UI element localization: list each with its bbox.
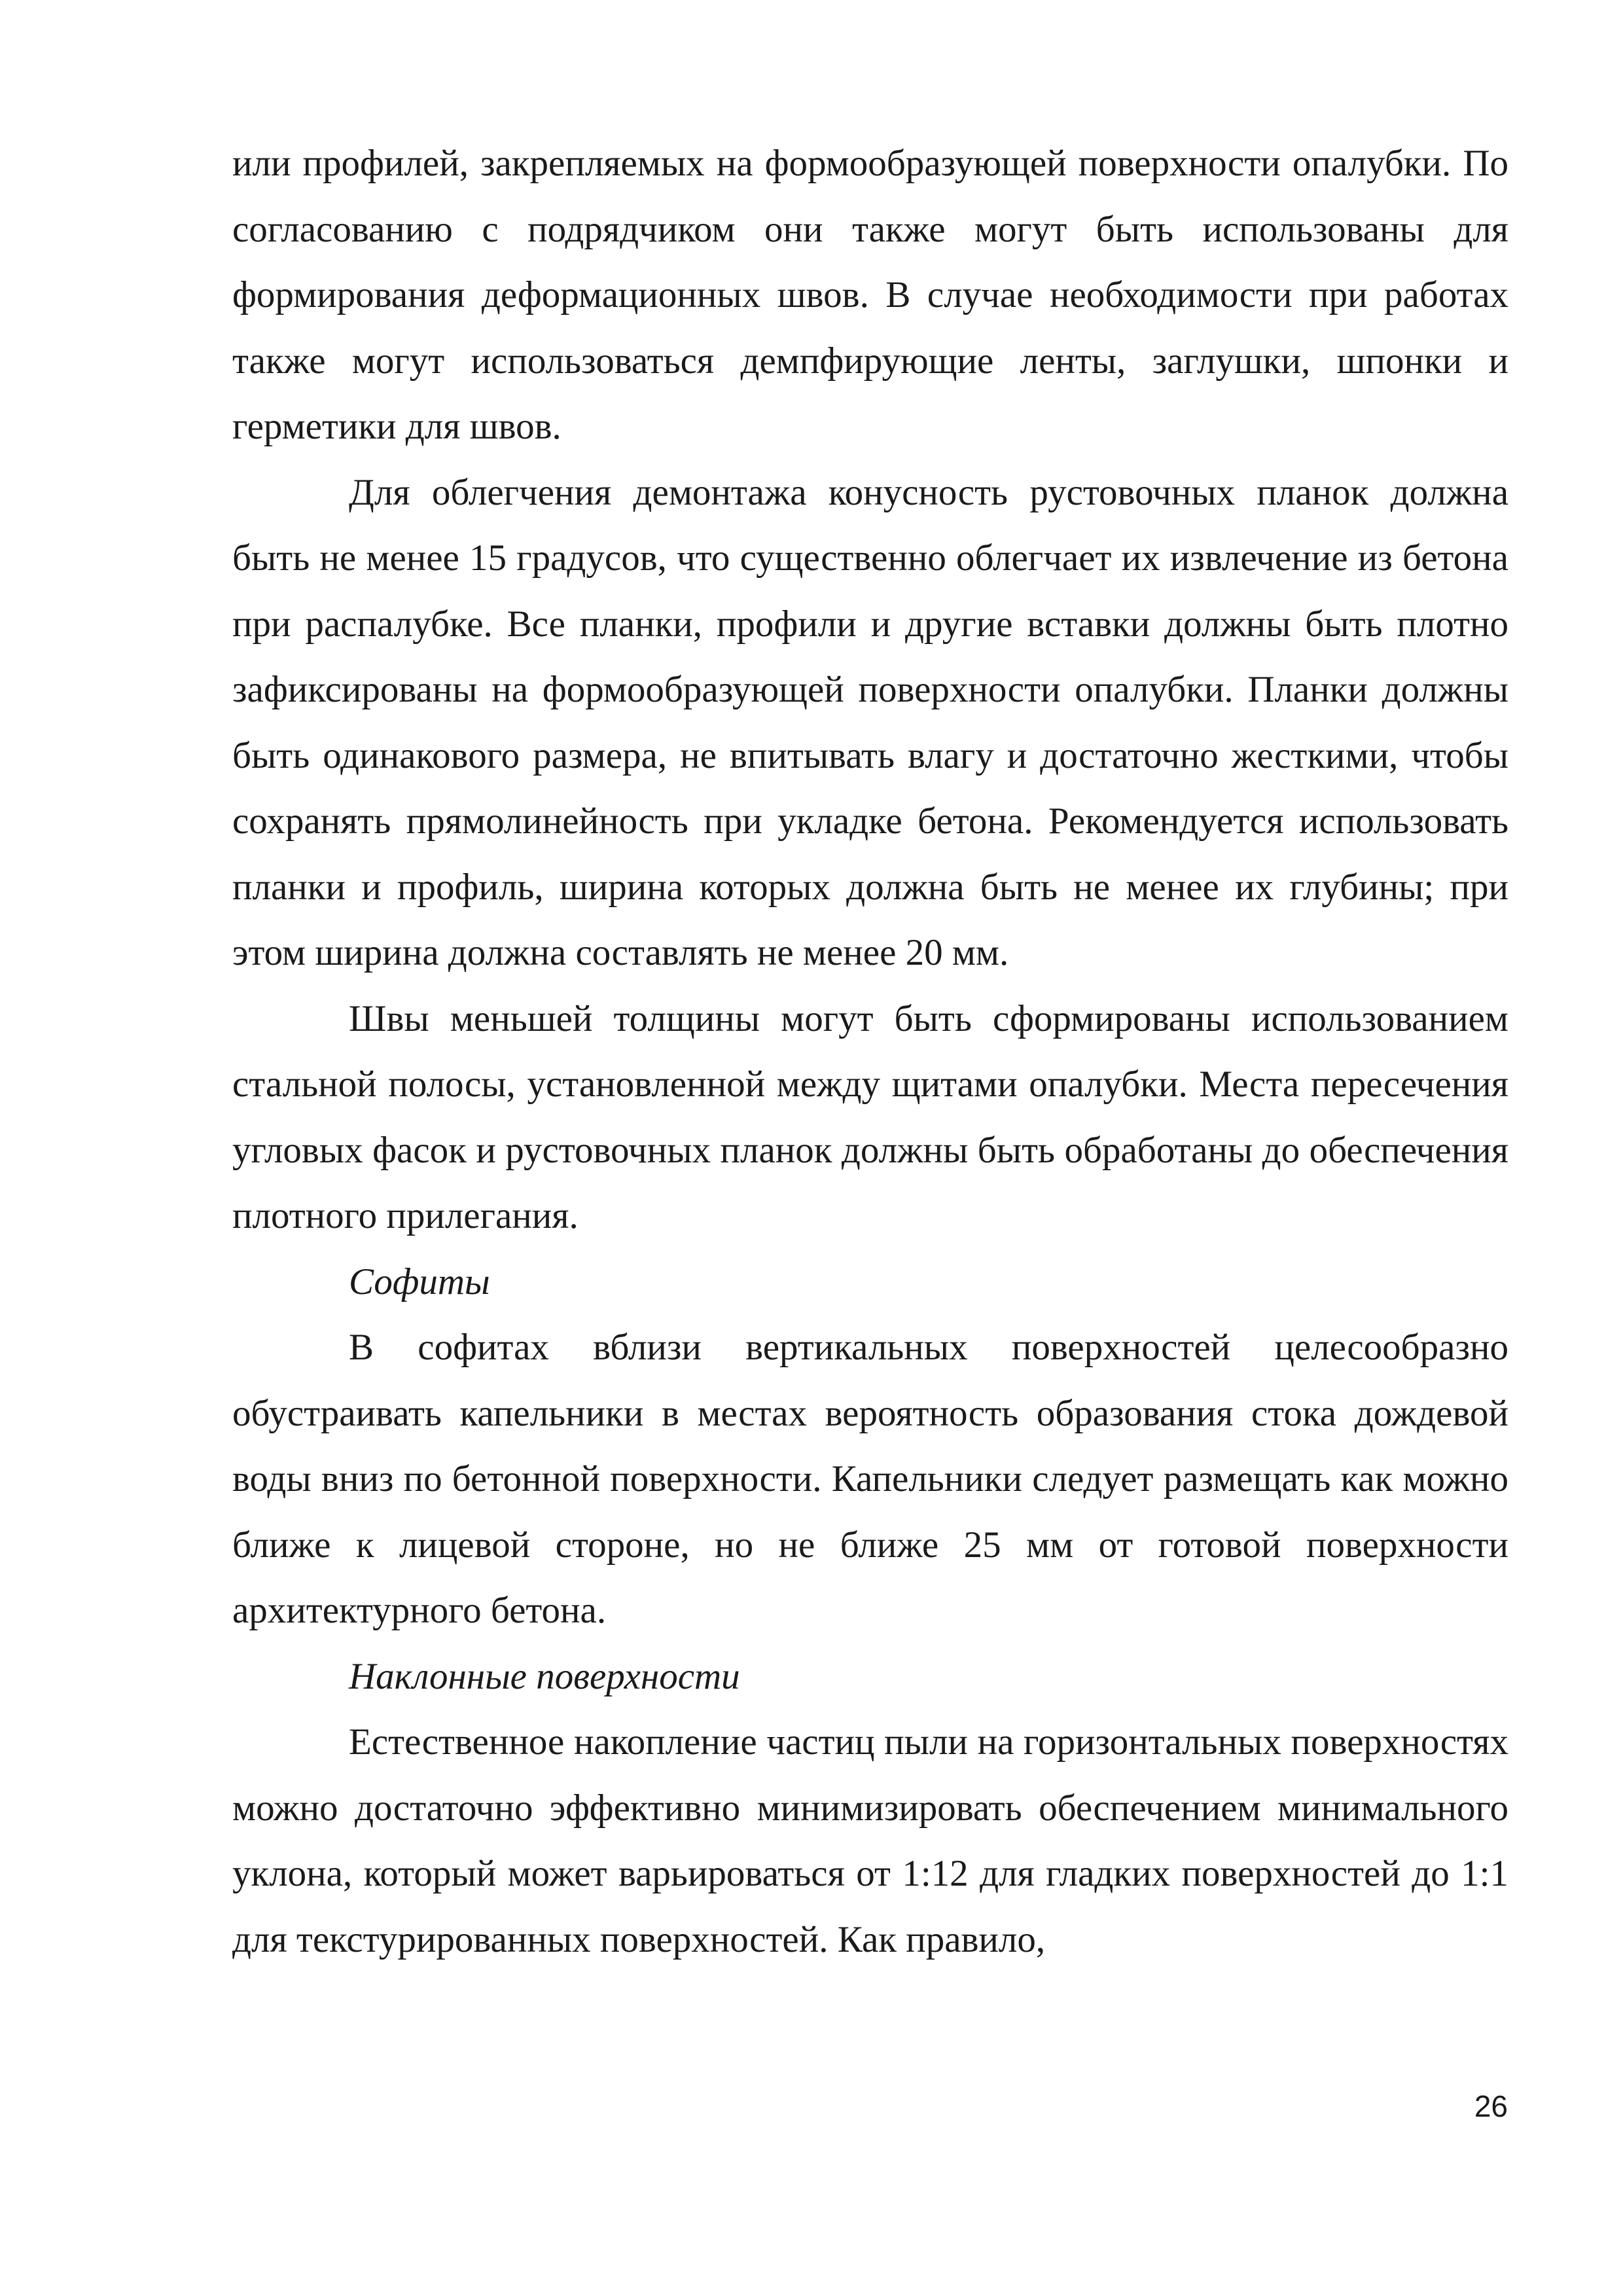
page-number: 26 (1474, 2089, 1508, 2123)
paragraph-soffits: В софитах вблизи вертикальных поверхностей целесообразно обустраивать капельники в местах вероятность образования стока дождевой воды вниз по бетонной поверхности. Капельники следует размещать как можно ближе к лицевой стороне, но не ближе 25 мм от готовой поверхности архитектурного бетона. (232, 1327, 1508, 1631)
paragraph-continuation: или профилей, закрепляемых на формообразующей поверхности опалубки. По согласованию с подрядчиком они также могут быть использованы для формирования деформационных швов. В случае необходимости при работах также могут использоваться демпфирующие ленты, заглушки, шпонки и герметики для швов. (232, 143, 1508, 447)
document-body (232, 131, 1508, 1973)
paragraph-thin-joints: Швы меньшей толщины могут быть сформированы использованием стальной полосы, установленной между щитами опалубки. Места пересечения угловых фасок и рустовочных планок должны быть обработаны до обеспечения плотного прилегания. (232, 997, 1508, 1236)
paragraph-rustication-strips: Для облегчения демонтажа конусность рустовочных планок должна быть не менее 15 градусов, что существенно облегчает их извлечение из бетона при распалубке. Все планки, профили и другие вставки должны быть плотно зафиксированы на формообразующей поверхности опалубки. Планки должны быть одинакового размера, не впитывать влагу и достаточно жесткими, чтобы сохранять прямолинейность при укладке бетона. Рекомендуется использовать планки и профиль, ширина которых должна быть не менее их глубины; при этом ширина должна составлять не менее 20 мм. (232, 471, 1508, 973)
subheading-inclined-surfaces: Наклонные поверхности (349, 1655, 740, 1697)
subheading-soffits: Софиты (349, 1261, 490, 1302)
paragraph-inclined-surfaces: Естественное накопление частиц пыли на горизонтальных поверхностях можно достаточно эффективно минимизировать обеспечением минимального уклона, который может варьироваться от 1:12 для гладких поверхностей до 1:1 для текстурированных поверхностей. Как правило, (232, 1721, 1508, 1960)
